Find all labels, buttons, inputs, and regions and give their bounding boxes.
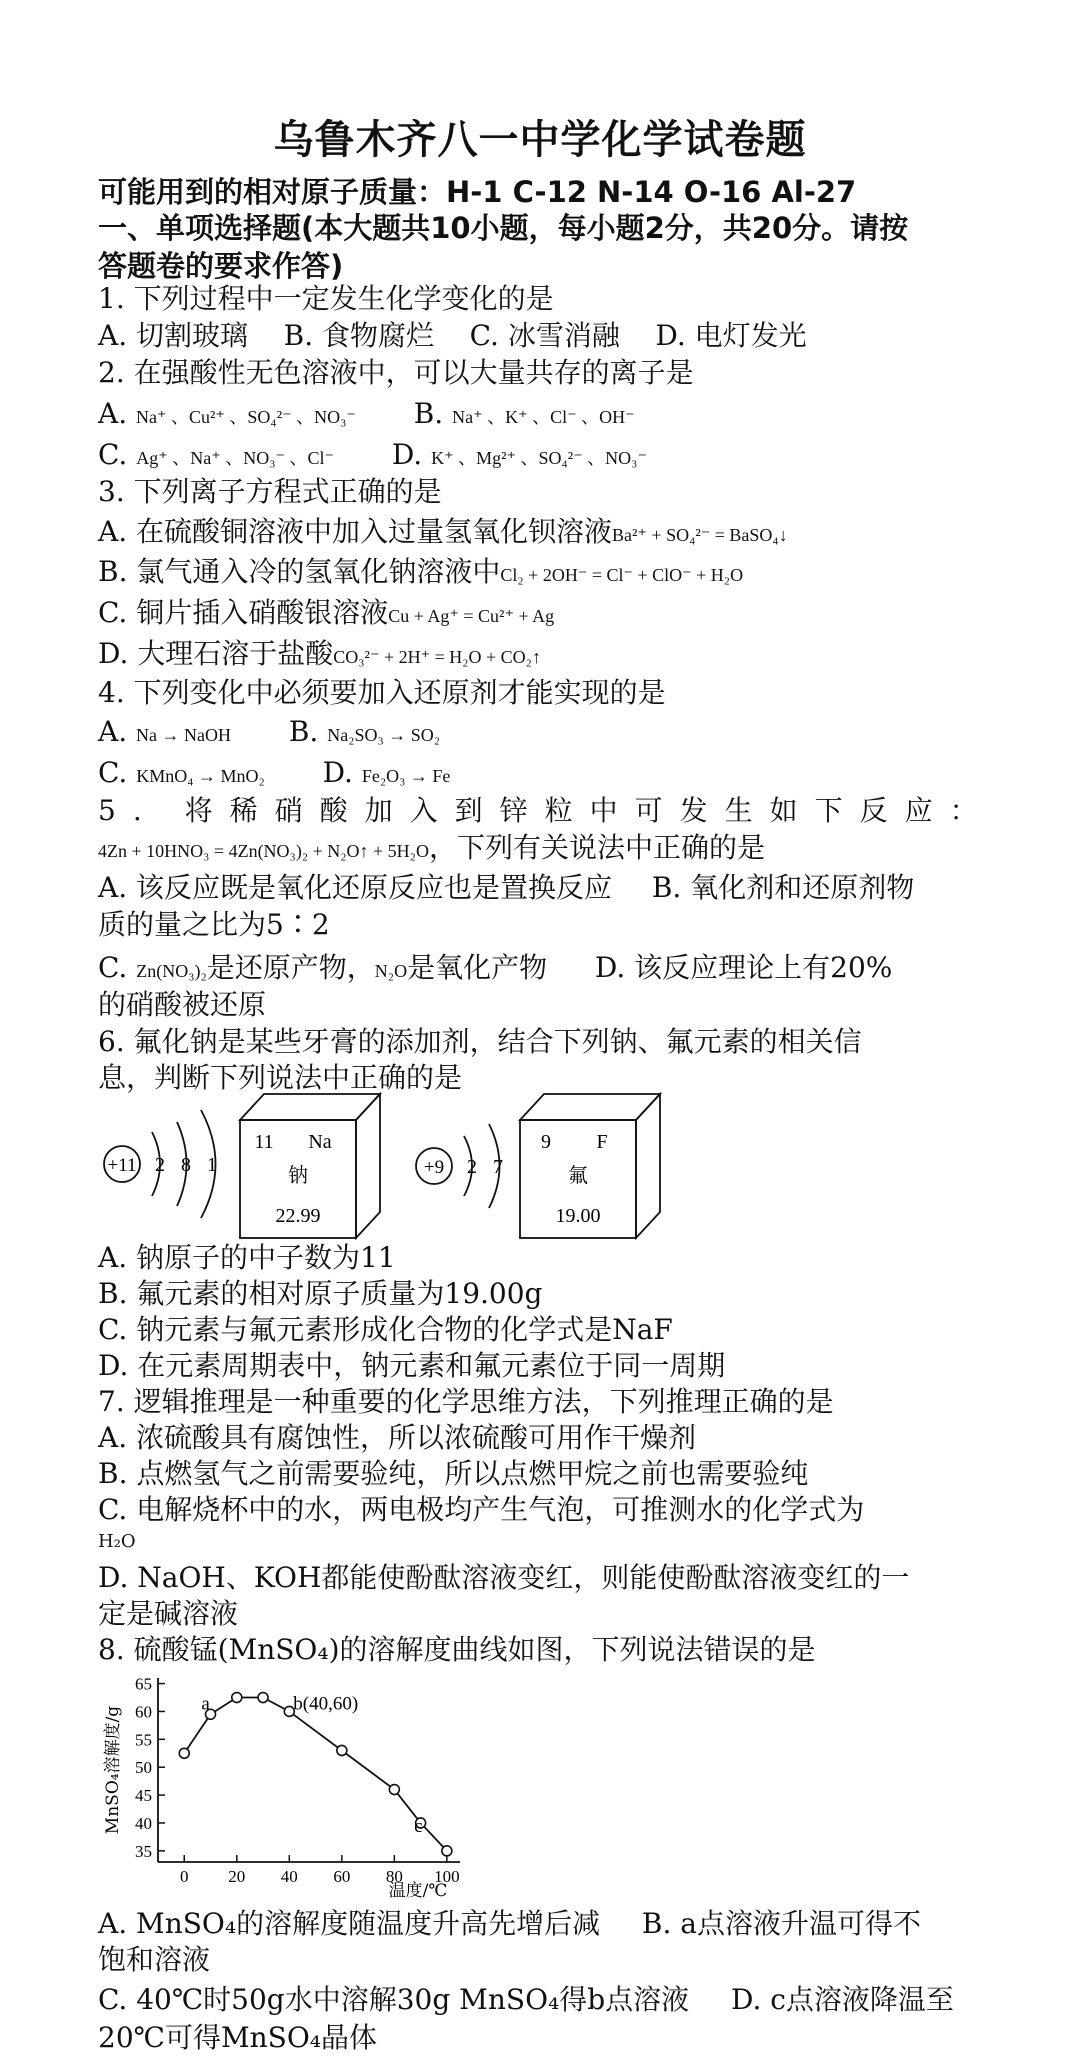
q7-option-d-cont: 定是碱溶液 [98, 1597, 239, 1630]
y-tick-label: 55 [135, 1730, 152, 1750]
q2-option-d-formula: K⁺ 、Mg²⁺ 、SO₄²⁻ 、NO₃⁻ [431, 448, 647, 468]
q5-option-c-formula2: N₂O [374, 961, 408, 981]
q5-option-c-label: C. [98, 951, 128, 984]
q7-option-c: C. 电解烧杯中的水，两电极均产生气泡，可推测水的化学式为 [98, 1493, 865, 1526]
x-tick-label: 80 [385, 1867, 403, 1886]
q5-stem: 5. 将稀硝酸加入到锌粒中可发生如下反应： [98, 794, 995, 827]
q3-option-d-formula: CO₃²⁻ + 2H⁺ = H₂O + CO₂↑ [333, 647, 541, 667]
q2-option-b-label: B. [413, 397, 444, 430]
q2-option-a-formula: Na⁺ 、Cu²⁺ 、SO₄²⁻ 、NO₃⁻ [136, 407, 356, 427]
x-tick-label: 40 [280, 1867, 298, 1886]
q2-option-c-label: C. [98, 438, 128, 471]
q2-stem: 2. 在强酸性无色溶液中，可以大量共存的离子是 [98, 356, 694, 389]
y-tick-label: 50 [135, 1758, 152, 1778]
q2-option-c-formula: Ag⁺ 、Na⁺ 、NO₃⁻ 、Cl⁻ [136, 448, 335, 468]
q6-option-a: A. 钠原子的中子数为11 [98, 1241, 396, 1274]
q6-option-c: C. 钠元素与氟元素形成化合物的化学式是NaF [98, 1313, 673, 1346]
q5-option-d: D. 该反应理论上有20% [594, 951, 893, 984]
q4-option-d-label: D. [322, 756, 353, 789]
f-shell-2: 7 [493, 1156, 503, 1178]
f-atomic-number: 9 [541, 1131, 551, 1153]
y-tick-label: 45 [135, 1786, 152, 1806]
f-nucleus-charge: +9 [423, 1157, 445, 1178]
na-nucleus-charge: +11 [107, 1155, 137, 1176]
na-atomic-mass: 22.99 [275, 1205, 321, 1227]
na-shell-1: 2 [155, 1154, 165, 1176]
q4-stem: 4. 下列变化中必须要加入还原剂才能实现的是 [98, 676, 666, 709]
q3-stem: 3. 下列离子方程式正确的是 [98, 475, 442, 508]
chart-annotations [201, 1693, 422, 1837]
x-tick-label: 20 [228, 1867, 246, 1886]
q4-options-cd [98, 755, 450, 794]
na-element-card [240, 1094, 380, 1238]
y-tick-label: 40 [135, 1813, 152, 1833]
data-point [389, 1785, 399, 1795]
na-name: 钠 [288, 1163, 308, 1187]
q5-option-a: A. 该反应既是氧化还原反应也是置换反应 [98, 871, 613, 904]
point-label: c [414, 1816, 423, 1838]
y-tick-label: 60 [135, 1702, 152, 1722]
q5-option-cd [98, 950, 892, 989]
q3-option-c-text: C. 铜片插入硝酸银溶液 [98, 596, 389, 629]
na-atomic-number: 11 [254, 1131, 274, 1153]
q6-option-b: B. 氟元素的相对原子质量为19.00g [98, 1277, 543, 1310]
q8-option-c: C. 40℃时50g水中溶解30g MnSO₄得b点溶液 [98, 1983, 690, 2016]
q6-stem: 6. 氟化钠是某些牙膏的添加剂，结合下列钠、氟元素的相关信 [98, 1025, 862, 1058]
na-shell-3: 1 [207, 1154, 217, 1176]
q4-option-b-formula: Na₂SO₃ → SO₂ [327, 725, 441, 745]
y-tick-label: 65 [135, 1674, 152, 1694]
q4-option-a-formula: Na → NaOH [136, 725, 232, 745]
q3-option-a-text: A. 在硫酸铜溶液中加入过量氢氧化钡溶液 [98, 515, 613, 548]
q2-options-cd [98, 437, 647, 476]
q5-option-d-cont: 的硝酸被还原 [98, 988, 267, 1021]
x-tick-label: 0 [180, 1867, 189, 1886]
x-tick-label: 100 [434, 1867, 460, 1886]
q4-option-b-label: B. [288, 715, 319, 748]
f-element-card [520, 1094, 660, 1238]
q5-stem-tail: ，下列有关说法中正确的是 [428, 831, 765, 864]
x-tick-label: 60 [333, 1867, 351, 1886]
q8-option-d-cont: 20℃可得MnSO₄晶体 [98, 2021, 378, 2054]
q4-option-d-formula: Fe₂O₃ → Fe [361, 766, 451, 786]
q3-option-b-formula: Cl₂ + 2OH⁻ = Cl⁻ + ClO⁻ + H₂O [500, 565, 744, 585]
na-symbol: Na [308, 1131, 332, 1153]
f-shell-1: 2 [467, 1156, 477, 1178]
q3-option-c [98, 595, 554, 634]
q3-option-c-formula: Cu + Ag⁺ = Cu²⁺ + Ag [388, 606, 555, 626]
q8-option-ab [98, 1906, 921, 1942]
chart-points [179, 1693, 452, 1856]
data-point [232, 1693, 242, 1703]
q5-option-c-tail: 是氧化产物 [407, 951, 548, 984]
q2-option-a-label: A. [98, 397, 128, 430]
data-point [337, 1745, 347, 1755]
solubility-chart [98, 1668, 498, 1900]
q5-option-b: B. 氧化剂和还原剂物 [651, 871, 915, 904]
q7-option-a: A. 浓硫酸具有腐蚀性，所以浓硫酸可用作干燥剂 [98, 1421, 697, 1454]
point-label: b(40,60) [293, 1693, 359, 1715]
q2-options-ab [98, 396, 635, 435]
q5-option-c-formula1: Zn(NO₃)₂ [136, 961, 207, 981]
section-heading: 一、单项选择题(本大题共10小题，每小题2分，共20分。请按 [98, 211, 909, 245]
q5-equation: 4Zn + 10HNO₃ = 4Zn(NO₃)₂ + N₂O↑ + 5H₂O [98, 841, 429, 861]
q8-option-d: D. c点溶液降温至 [731, 1983, 954, 2016]
q6-option-d: D. 在元素周期表中，钠元素和氟元素位于同一周期 [98, 1349, 726, 1382]
f-symbol: F [596, 1131, 608, 1153]
q8-option-b: B. a点溶液升温可得不 [641, 1907, 921, 1940]
q8-option-a: A. MnSO₄的溶解度随温度升高先增后减 [98, 1907, 601, 1940]
q5-equation-line [98, 830, 765, 869]
q7-option-c-formula: H₂O [98, 1531, 136, 1552]
q3-option-a [98, 514, 788, 553]
y-tick-label: 35 [135, 1841, 152, 1861]
q4-options-ab [98, 714, 440, 753]
exam-title: 乌鲁木齐八一中学化学试卷题 [273, 117, 807, 163]
atom-structure-figure [98, 1092, 998, 1242]
y-axis-label: MnSO₄溶解度/g [103, 1705, 123, 1835]
section-heading-cont: 答题卷的要求作答) [98, 249, 344, 283]
q2-option-b-formula: Na⁺ 、K⁺ 、Cl⁻ 、OH⁻ [452, 407, 635, 427]
q2-option-d-label: D. [391, 438, 423, 471]
q5-option-b-cont: 质的量之比为5∶2 [98, 908, 330, 941]
q4-option-c-formula: KMnO₄ → MnO₂ [136, 766, 265, 786]
data-point [258, 1693, 268, 1703]
q7-option-d: D. NaOH、KOH都能使酚酞溶液变红，则能使酚酞溶液变红的一 [98, 1561, 910, 1594]
q3-option-d-text: D. 大理石溶于盐酸 [98, 637, 334, 670]
data-point [179, 1748, 189, 1758]
solubility-curve [184, 1698, 447, 1851]
atomic-masses-note: 可能用到的相对原子质量：H-1 C-12 N-14 O-16 Al-27 [98, 175, 857, 209]
q8-option-b-cont: 饱和溶液 [98, 1943, 211, 1976]
f-atomic-mass: 19.00 [555, 1205, 601, 1227]
q4-option-c-label: C. [98, 756, 128, 789]
f-name: 氟 [568, 1163, 588, 1187]
q1-options: A. 切割玻璃 B. 食物腐烂 C. 冰雪消融 D. 电灯发光 [98, 319, 807, 352]
q3-option-b [98, 554, 743, 593]
q8-option-cd [98, 1982, 954, 2018]
q5-option-ab [98, 870, 914, 906]
q1-stem: 1. 下列过程中一定发生化学变化的是 [98, 282, 554, 315]
q4-option-a-label: A. [98, 715, 128, 748]
q5-option-c-mid: 是还原产物， [206, 951, 375, 984]
na-shell-2: 8 [181, 1154, 191, 1176]
q3-option-a-formula: Ba²⁺ + SO₄²⁻ = BaSO₄↓ [612, 525, 788, 545]
q3-option-b-text: B. 氯气通入冷的氢氧化钠溶液中 [98, 555, 501, 588]
x-axis-label: 温度/℃ [388, 1881, 448, 1900]
q8-stem: 8. 硫酸锰(MnSO₄)的溶解度曲线如图，下列说法错误的是 [98, 1633, 816, 1666]
q6-stem-cont: 息，判断下列说法中正确的是 [98, 1061, 463, 1094]
point-label: a [201, 1693, 210, 1715]
q7-stem: 7. 逻辑推理是一种重要的化学思维方法，下列推理正确的是 [98, 1385, 834, 1418]
q7-option-b: B. 点燃氢气之前需要验纯，所以点燃甲烷之前也需要验纯 [98, 1457, 809, 1490]
data-point [442, 1846, 452, 1856]
q3-option-d [98, 636, 541, 675]
